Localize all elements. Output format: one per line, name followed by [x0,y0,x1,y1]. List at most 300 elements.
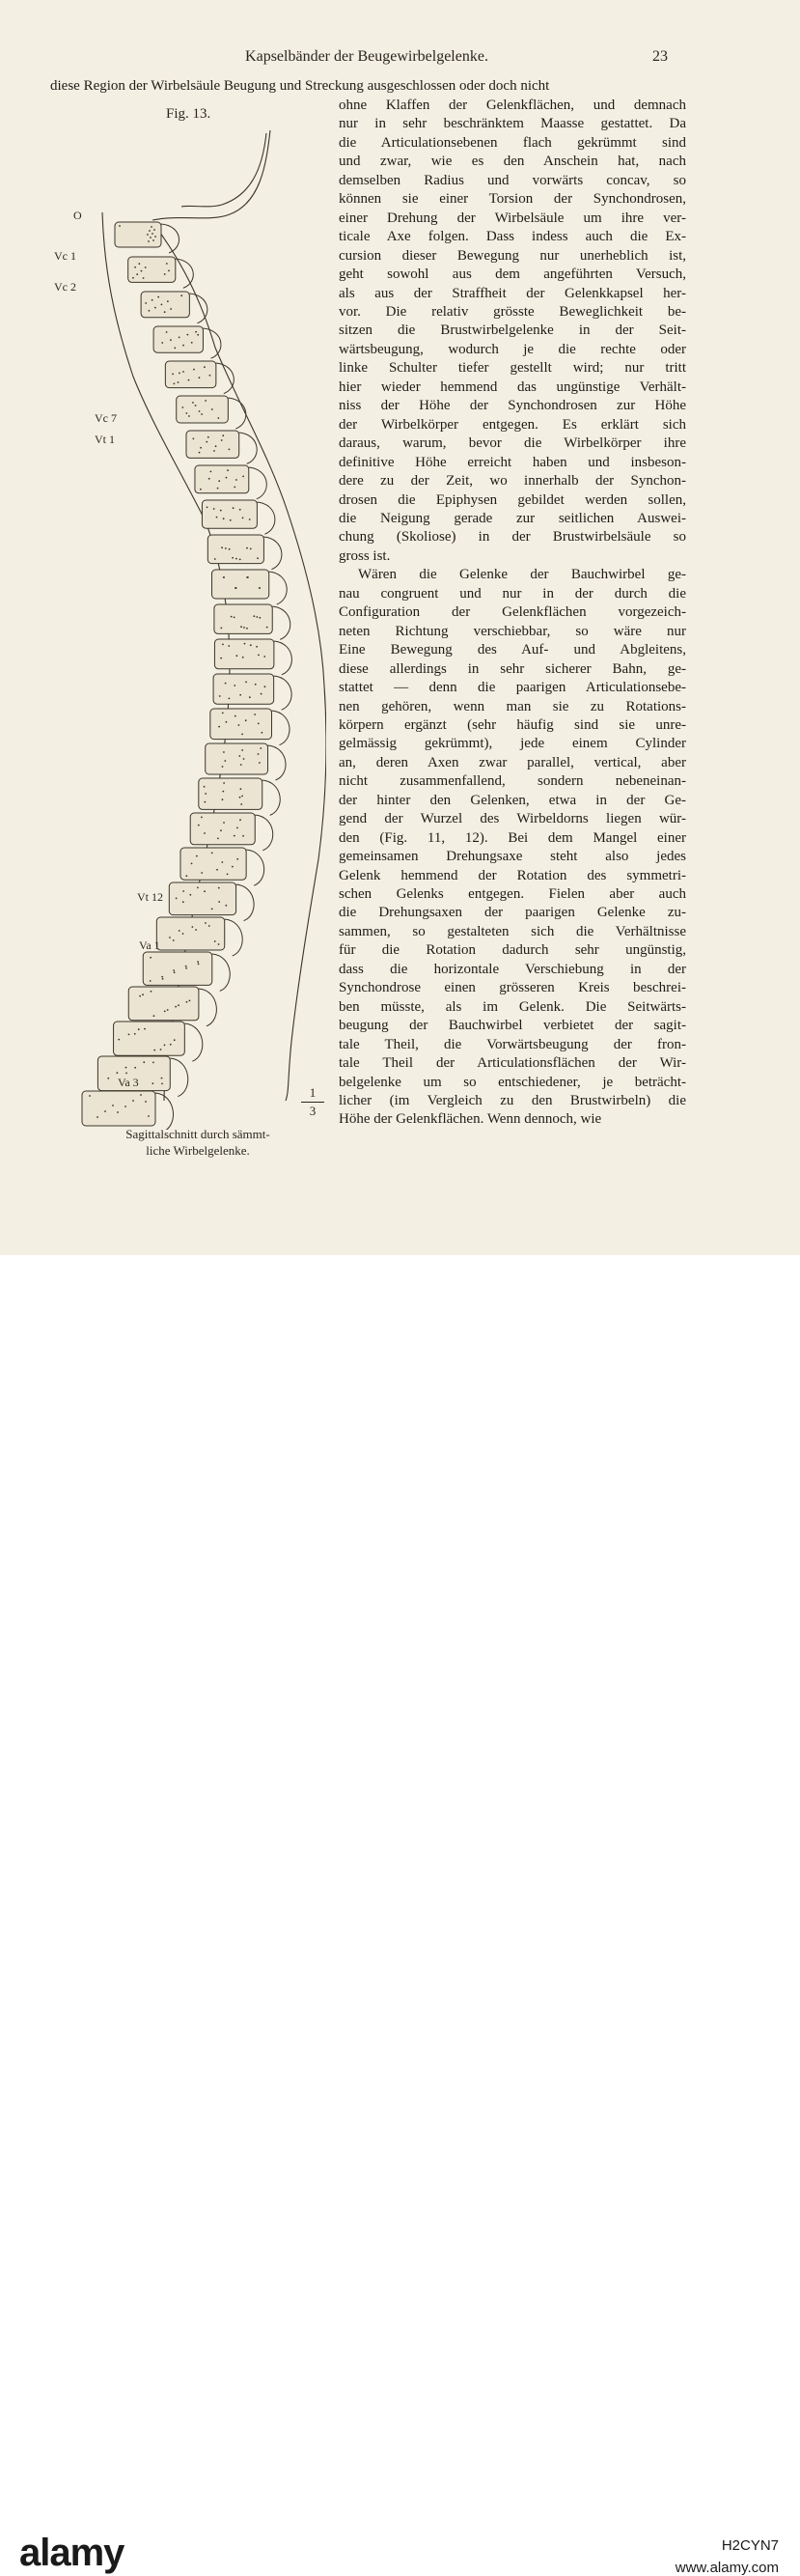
bone-texture-dot [234,715,236,717]
text-line: definitive Höhe erreicht haben und insbeson- [339,454,686,470]
bone-texture-dot [230,519,232,521]
book-page [0,0,800,1255]
bone-texture-dot [242,835,244,837]
articular-process [255,815,272,851]
watermark-bar [0,1255,800,2576]
bone-texture-dot [228,449,230,451]
bone-texture-dot [241,734,243,736]
bone-texture-dot [161,1083,163,1085]
image-id: H2CYN7 [721,2537,779,2554]
text-line: Höhe der Gelenkflächen. Wenn dennoch, wie [339,1111,602,1128]
bone-texture-dot [241,796,243,798]
text-line: linke Schulter tiefer gestellt wird; nur tritt [339,360,686,377]
bone-texture-dot [179,373,180,375]
bone-texture-dot [247,576,249,578]
bone-texture-dot [205,793,207,795]
articular-process [257,502,274,534]
bone-texture-dot [260,747,262,749]
bone-texture-dot [161,976,163,978]
text-line: niss der Höhe der Synchondrosen zur Höhe [339,398,686,414]
bone-texture-dot [150,237,152,238]
bone-texture-dot [196,855,198,857]
bone-texture-dot [263,656,265,658]
bone-texture-dot [167,1009,169,1011]
bone-texture-dot [218,901,220,903]
bone-texture-dot [124,1106,126,1107]
bone-texture-dot [214,940,216,942]
vertebra-body [114,1022,185,1055]
bone-texture-dot [134,266,136,268]
bone-texture-dot [256,616,258,618]
articular-process [249,467,266,499]
bone-texture-dot [223,822,225,824]
vertebra-body [213,674,274,704]
bone-texture-dot [178,381,179,383]
text-line: sitzen die Brustwirbelgelenke in der Seit- [339,322,686,339]
bone-texture-dot [214,558,216,560]
bone-texture-dot [218,480,220,482]
vertebra-body [195,465,249,493]
bone-texture-dot [152,299,153,301]
bone-texture-dot [232,557,234,559]
bone-texture-dot [222,644,224,646]
articular-process [263,537,281,570]
text-line: gemeinsamen Drehungsaxe steht also jedes [339,849,686,865]
bone-texture-dot [118,1039,120,1041]
bone-texture-dot [222,434,224,436]
bone-texture-dot [199,410,201,412]
bone-texture-dot [240,764,242,766]
bone-texture-dot [174,1039,176,1041]
bone-texture-dot [172,374,174,376]
vertebra-body [115,222,161,247]
bone-texture-dot [227,874,229,876]
bone-texture-dot [241,749,243,751]
text-line: die Neigung gerade zur seitlichen Auswei- [339,510,686,526]
articular-process [236,884,254,921]
bone-texture-dot [246,628,248,630]
bone-texture-dot [188,415,190,417]
bone-texture-dot [173,939,175,941]
articular-process [268,745,286,780]
bone-texture-dot [145,1101,147,1103]
vertebra-body [212,570,269,599]
bone-texture-dot [256,646,258,648]
bone-texture-dot [258,753,260,755]
bone-texture-dot [170,1044,172,1046]
bone-texture-dot [164,311,166,313]
spine-drawing [46,126,326,1130]
bone-texture-dot [164,1011,166,1013]
bone-texture-dot [186,1001,188,1003]
bone-texture-dot [169,937,171,938]
tag-vt12: Vt 12 [137,890,163,904]
bone-texture-dot [149,230,151,232]
bone-texture-dot [166,331,168,333]
spine-illustration [46,126,326,1130]
bone-texture-dot [154,307,156,309]
page-number: 23 [652,48,668,65]
articular-process [246,850,263,885]
text-line: Synchondrose einen grösseren Kreis beschrei- [339,980,686,996]
bone-texture-dot [235,558,237,560]
bone-texture-dot [150,980,152,982]
bone-texture-dot [250,548,252,550]
text-line: diese allerdings in sehr sicherer Bahn, ge- [339,660,686,677]
tag-vc1: Vc 1 [54,249,76,263]
bone-texture-dot [185,875,187,877]
bone-texture-dot [151,991,152,993]
bone-texture-dot [175,1006,177,1008]
bone-texture-dot [191,863,193,865]
bone-texture-dot [219,695,221,697]
bone-texture-dot [197,887,199,889]
bone-texture-dot [150,957,152,959]
bone-texture-dot [208,925,210,927]
bone-texture-dot [174,383,176,385]
bone-texture-dot [153,1015,155,1017]
bone-texture-dot [179,930,180,932]
articular-process [216,363,234,394]
bone-texture-dot [148,240,150,242]
scale-fraction [301,1085,324,1119]
bone-texture-dot [223,518,225,519]
bone-texture-dot [195,405,197,406]
bone-texture-dot [226,477,228,479]
bone-texture-dot [259,587,261,589]
bone-texture-dot [178,1004,179,1006]
text-line: gross ist. [339,547,391,564]
bone-texture-dot [245,719,247,721]
bone-texture-dot [198,825,200,826]
bone-texture-dot [189,1000,191,1002]
bone-texture-dot [257,557,259,559]
bone-texture-dot [128,1034,130,1036]
bone-texture-dot [170,308,172,310]
bone-texture-dot [227,469,229,471]
vertebra-body [82,1091,155,1126]
bone-texture-dot [220,829,222,831]
bone-texture-dot [225,683,227,685]
bone-texture-dot [136,273,138,275]
text-line: nen gehören, wenn man sie zu Rotations- [339,698,686,714]
vertebra-body [206,743,268,774]
text-line: der hinter den Gelenken, etwa in der Ge- [339,792,686,808]
bone-texture-dot [222,798,224,800]
fraction-bar [301,1102,324,1103]
bone-texture-dot [246,547,248,549]
running-header-title: Kapselbänder der Beugewirbelgelenke. [245,48,488,65]
bone-texture-dot [220,628,222,630]
bone-texture-dot [217,417,219,419]
bone-texture-dot [181,406,183,408]
bone-texture-dot [220,510,222,512]
bone-texture-dot [168,270,170,272]
text-line: daraus, warum, bevor die Wirbelkörper ihre [339,435,686,452]
bone-texture-dot [258,723,260,725]
articular-process [239,433,257,463]
bone-texture-dot [143,1061,145,1063]
caption-line-2: liche Wirbelgelenke. [146,1143,250,1158]
vertebra-body [128,257,176,282]
bone-texture-dot [221,861,223,863]
bone-texture-dot [236,827,238,829]
bone-texture-dot [154,236,156,238]
text-line: tale Theil, die Vorwärtsbeugung der fron- [339,1036,686,1052]
bone-texture-dot [162,978,164,980]
bone-texture-dot [145,266,147,268]
bone-texture-dot [239,559,241,561]
bone-texture-dot [153,229,155,231]
articular-process [212,954,230,991]
bone-texture-dot [239,797,241,798]
articular-process [274,641,291,675]
bone-texture-dot [182,890,184,892]
bone-texture-dot [179,337,180,339]
bone-texture-dot [140,1094,142,1096]
bone-texture-dot [242,476,244,478]
bone-texture-dot [221,439,223,441]
bone-texture-dot [205,922,207,924]
bone-texture-dot [222,766,224,768]
bone-texture-dot [233,507,234,509]
bone-texture-dot [243,758,245,760]
tag-vc2: Vc 2 [54,280,76,294]
bone-texture-dot [207,436,209,438]
text-line: schen Gelenks entgegen. Fielen aber auch [339,886,686,903]
bone-texture-dot [249,518,251,520]
bone-texture-dot [134,1067,136,1069]
text-line: dere zu der Zeit, wo innerhalb der Synchon- [339,473,686,490]
vertebrae-group [82,222,291,1130]
bone-texture-dot [185,967,187,969]
bone-texture-dot [211,909,213,910]
bone-texture-dot [223,751,225,753]
text-line: neten Richtung verschiebbar, so wäre nur [339,623,686,639]
bone-texture-dot [244,643,246,645]
bone-texture-dot [107,1078,109,1079]
bone-texture-dot [152,1082,153,1084]
bone-texture-dot [240,626,242,628]
bone-texture-dot [192,438,194,440]
bone-texture-dot [182,371,184,373]
bone-texture-dot [242,657,244,658]
bone-texture-dot [153,1050,155,1051]
bone-texture-dot [161,1078,163,1079]
bone-texture-dot [152,1062,154,1064]
bone-texture-dot [152,233,153,235]
bone-texture-dot [152,239,154,241]
text-line: Eine Bewegung des Auf- und Abgleitens, [339,642,686,658]
bone-texture-dot [204,366,206,368]
bone-texture-dot [225,905,227,907]
bone-texture-dot [208,478,210,480]
bone-texture-dot [125,1067,127,1069]
text-line: an, deren Axen zwar parallel, vertical, aber [339,754,686,770]
bone-texture-dot [253,615,255,617]
bone-texture-dot [205,400,207,402]
bone-texture-dot [216,517,218,518]
bone-texture-dot [209,375,211,377]
bone-texture-dot [238,755,240,757]
vertebra-body [214,604,272,633]
text-line: demselben Radius und vorwärts concav, so [339,172,686,188]
text-line: nur in sehr beschränktem Maasse gestattet. Da [339,116,686,132]
text-line: Gelenk hemmend der Rotation des symmetri- [339,867,686,883]
text-line: können sie einer Torsion der Synchondrosen, [339,191,686,208]
bone-texture-dot [218,726,220,728]
body-text-column [339,97,686,1130]
articular-process [199,989,216,1026]
vertebra-body [180,848,246,880]
bone-texture-dot [200,447,202,449]
bone-texture-dot [255,684,257,686]
bone-texture-dot [234,487,235,489]
bone-texture-dot [229,548,231,550]
bone-texture-dot [218,887,220,889]
bone-texture-dot [185,966,187,967]
bone-texture-dot [182,901,184,903]
bone-texture-dot [138,1028,140,1030]
bone-texture-dot [204,786,206,788]
bone-texture-dot [236,858,238,860]
bone-texture-dot [239,788,241,790]
articular-process [228,398,245,429]
figure-caption [58,1126,338,1159]
bone-texture-dot [216,869,218,871]
bone-texture-dot [134,1033,136,1035]
bone-texture-dot [199,452,201,454]
text-line: stattet — denn die paarigen Articulationsebe- [339,680,686,696]
bone-texture-dot [239,694,241,696]
bone-texture-dot [119,225,121,227]
bone-texture-dot [141,270,143,272]
bone-texture-dot [218,943,220,945]
bone-texture-dot [160,1049,162,1050]
bone-texture-dot [224,760,226,762]
bone-texture-dot [254,714,256,715]
bone-texture-dot [117,1111,119,1113]
bone-texture-dot [235,655,237,657]
bone-texture-dot [161,342,163,344]
text-line: licher (im Vergleich zu den Brustwirbeln) die [339,1093,686,1109]
bone-texture-dot [232,866,234,868]
caption-line-1: Sagittalschnitt durch sämmt- [125,1127,270,1141]
bone-texture-dot [250,644,252,646]
text-line: tale Theil der Articulationsflächen der Wir- [339,1055,686,1072]
bone-texture-dot [195,929,197,931]
text-line: hier wieder hemmend das ungünstige Verhält- [339,378,686,395]
tag-o: O [73,209,82,222]
bone-texture-dot [186,334,188,336]
bone-texture-dot [225,547,227,549]
vertebra-body [186,431,239,458]
bone-texture-dot [193,369,195,371]
bone-texture-dot [228,645,230,647]
watermark-url: www.alamy.com [675,2560,779,2576]
vertebra-body [199,778,262,809]
text-line: den (Fig. 11, 12). Bei dem Mangel einer [339,829,686,846]
bone-texture-dot [220,658,222,659]
bone-texture-dot [191,926,193,928]
vertebra-body [153,326,203,352]
bone-texture-dot [211,853,213,854]
text-line: und zwar, wie es den Anschein hat, nach [339,154,686,170]
bone-texture-dot [209,471,211,473]
bone-texture-dot [148,1115,150,1117]
bone-texture-dot [222,791,224,793]
text-line: nicht zusammenfallend, sondern nebeneinan- [339,773,686,790]
text-line: Wären die Gelenke der Bauchwirbel ge- [358,567,686,583]
bone-texture-dot [132,277,134,279]
bone-texture-dot [258,655,260,657]
bone-texture-dot [157,296,159,298]
first-text-line: diese Region der Wirbelsäule Beugung und Streckung ausgeschlossen oder doch nicht [50,78,550,94]
articular-process [189,294,207,323]
bone-texture-dot [166,263,168,265]
text-line: chung (Skoliose) in der Brustwirbelsäule so [339,529,686,546]
bone-texture-dot [112,1105,114,1106]
bone-texture-dot [97,1116,98,1118]
text-line: ohne Klaffen der Gelenkflächen, und demnach [339,98,686,113]
text-line: der Wirbelkörper entgegen. Es erklärt sich [339,416,686,433]
bone-texture-dot [261,732,262,734]
bone-texture-dot [238,724,240,726]
bone-texture-dot [200,489,202,490]
articular-process [262,780,280,815]
bone-texture-dot [215,445,217,447]
bone-texture-dot [182,345,184,347]
bone-texture-dot [164,1045,166,1047]
vertebra-body [156,917,224,950]
bone-texture-dot [197,334,199,336]
bone-texture-dot [132,1100,134,1102]
bone-texture-dot [207,507,208,509]
bone-texture-dot [167,300,169,302]
bone-texture-dot [142,994,144,995]
bone-texture-dot [239,819,241,821]
bone-texture-dot [201,817,203,819]
bone-texture-dot [223,576,225,578]
bone-texture-dot [182,933,184,935]
bone-texture-dot [195,331,197,333]
bone-texture-dot [261,693,262,695]
articular-process [225,919,242,956]
bone-texture-dot [213,450,215,452]
bone-texture-dot [199,377,201,378]
bone-texture-dot [213,508,215,510]
tag-va3: Va 3 [118,1076,139,1089]
bone-texture-dot [259,617,261,619]
text-line: gend der Wurzel des Wirbeldorns liegen wür- [339,811,686,827]
bone-texture-dot [235,479,237,481]
scale-denominator: 3 [309,1104,317,1118]
occipital-inner [181,133,266,207]
text-line: ben müsste, als im Gelenk. Die Seitwärts- [339,998,686,1015]
bone-texture-dot [197,961,199,963]
tag-vt1: Vt 1 [95,433,115,446]
bone-texture-dot [143,277,145,279]
bone-texture-dot [223,782,225,784]
bone-texture-dot [217,488,219,490]
bone-texture-dot [180,294,182,296]
articular-process [272,606,290,639]
text-line: geht sowohl aus dem angeführten Versuch, [339,266,686,283]
bone-texture-dot [151,226,152,228]
articular-process [274,676,291,710]
bone-texture-dot [174,971,176,973]
bone-texture-dot [125,1073,127,1075]
